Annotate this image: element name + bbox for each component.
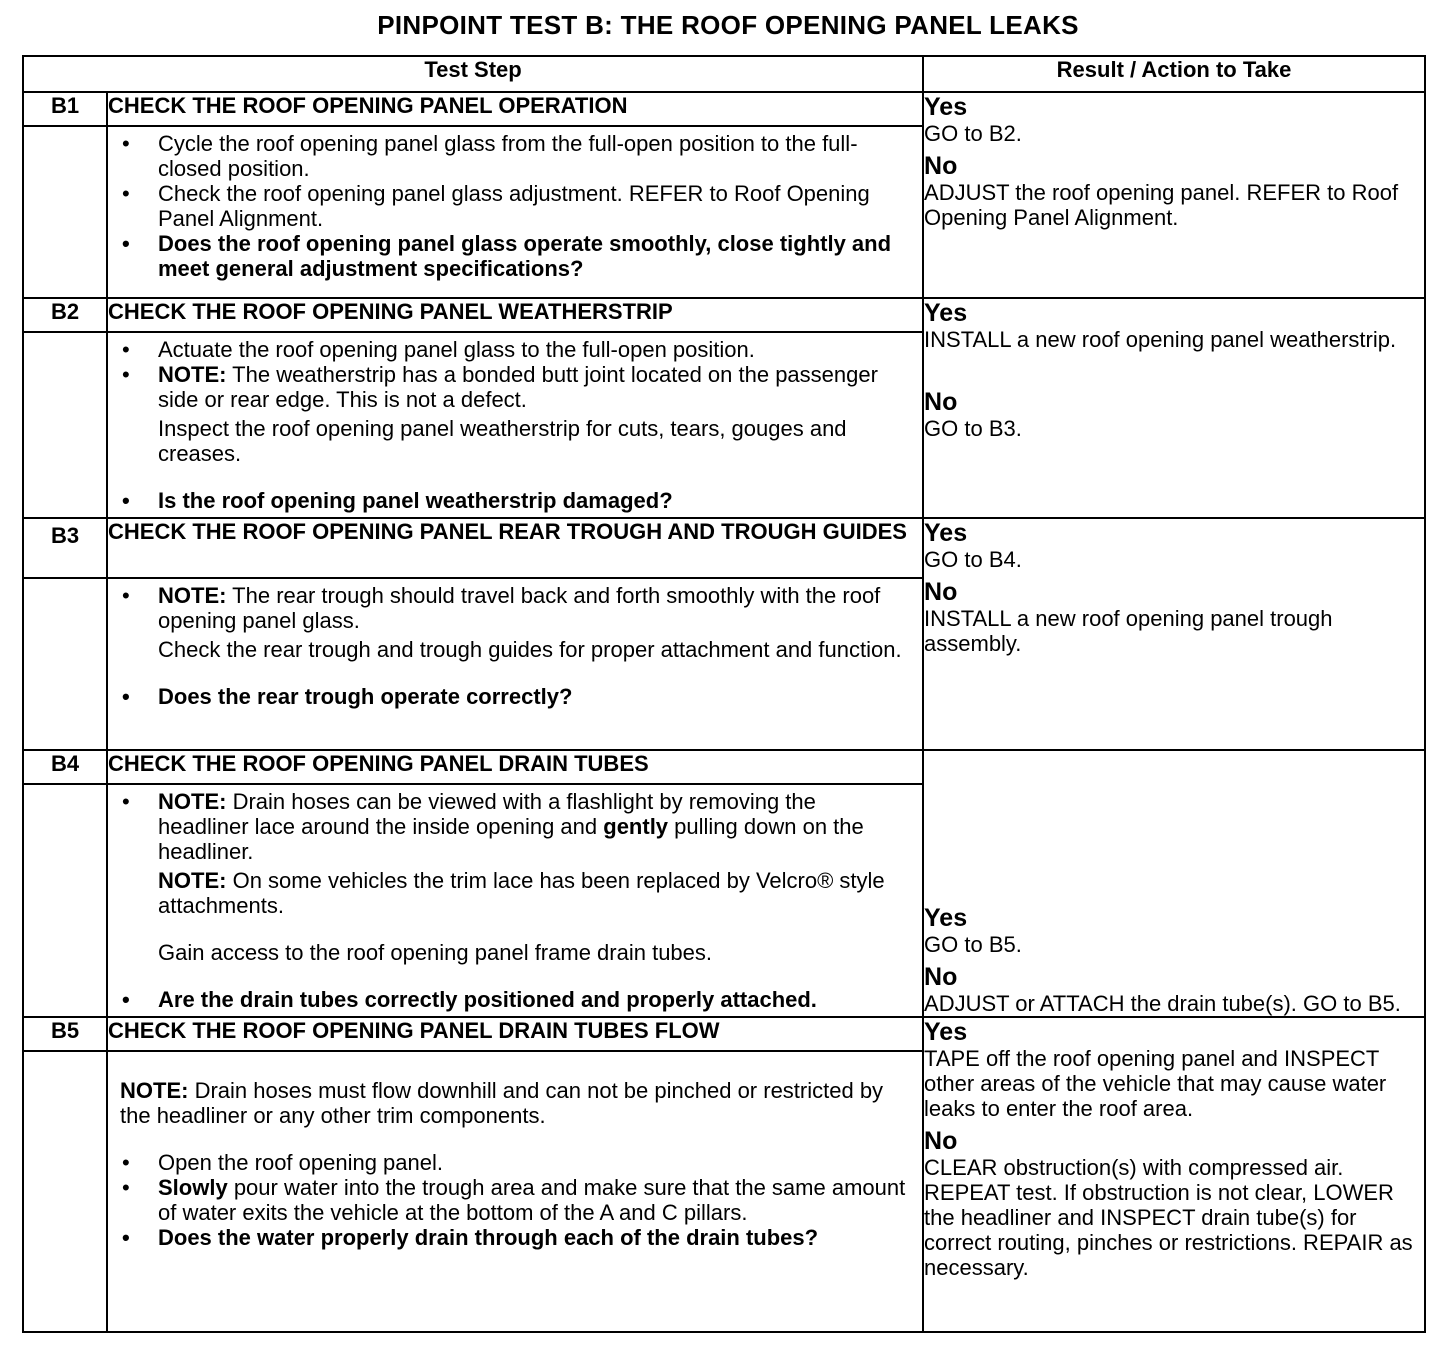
question-bullet: • Is the roof opening panel weatherstrip damaged? xyxy=(158,488,910,513)
no-label: No xyxy=(924,963,958,991)
note-label: NOTE: xyxy=(120,1078,189,1103)
question-bullet: • Does the water properly drain through each of the drain tubes? xyxy=(158,1225,910,1250)
note-text: The weatherstrip has a bonded butt joint located on the passenger side or rear edge. This is not a defect. xyxy=(158,362,878,412)
step-title: CHECK THE ROOF OPENING PANEL WEATHERSTRIP xyxy=(107,298,923,332)
procedure-bullet: • Actuate the roof opening panel glass to the full-open position. xyxy=(158,337,910,362)
no-action: ADJUST the roof opening panel. REFER to Roof Opening Panel Alignment. xyxy=(924,180,1399,230)
yes-label: Yes xyxy=(924,519,968,547)
step-b4-title-row xyxy=(23,750,1425,784)
yes-action: GO to B5. xyxy=(924,932,1022,957)
note-label: NOTE: xyxy=(158,362,227,387)
procedure-text: Gain access to the roof opening panel frame drain tubes. xyxy=(158,940,713,965)
question-bullet: • Are the drain tubes correctly positioned and properly attached. xyxy=(158,987,910,1012)
note-text-block xyxy=(120,1078,910,1128)
no-action: GO to B3. xyxy=(924,416,1022,441)
step-id: B3 xyxy=(23,518,107,578)
step-b5-title-row xyxy=(23,1017,1425,1051)
step-b2-result xyxy=(923,298,1425,518)
step-title: CHECK THE ROOF OPENING PANEL REAR TROUGH AND TROUGH GUIDES xyxy=(107,518,923,578)
header-row xyxy=(23,56,1425,92)
result-header: Result / Action to Take xyxy=(923,56,1425,92)
step-title: CHECK THE ROOF OPENING PANEL DRAIN TUBES xyxy=(107,750,923,784)
no-label: No xyxy=(924,388,958,416)
question-bullet: • Does the roof opening panel glass operate smoothly, close tightly and meet general adjustment specifications? xyxy=(158,231,910,281)
step-b1-title-row xyxy=(23,92,1425,126)
step-b1-result xyxy=(923,92,1425,298)
step-id: B5 xyxy=(23,1017,107,1051)
step-id: B1 xyxy=(23,92,107,126)
note-bullet xyxy=(158,362,910,412)
page-title: PINPOINT TEST B: THE ROOF OPENING PANEL LEAKS xyxy=(377,10,1079,40)
note-label: NOTE: xyxy=(158,583,227,608)
emphasis-text: Slowly xyxy=(158,1175,228,1200)
note-text: Drain hoses must flow downhill and can not be pinched or restricted by the headliner or any other trim components. xyxy=(120,1078,884,1128)
no-action: CLEAR obstruction(s) with compressed air. REPEAT test. If obstruction is not clear, LOWER the headliner and INSPECT drain tube(s) for correct routing, pinches or restrictions. REPAIR as necessary. xyxy=(924,1155,1413,1280)
note-text: On some vehicles the trim lace has been replaced by Velcro® style attachments. xyxy=(158,868,885,918)
procedure-text: Check the rear trough and trough guides for proper attachment and function. xyxy=(158,637,902,662)
step-b3-result xyxy=(923,518,1425,750)
procedure-bullet: • Cycle the roof opening panel glass from the full-open position to the full-closed position. xyxy=(158,131,910,181)
procedure-text: Inspect the roof opening panel weatherstrip for cuts, tears, gouges and creases. xyxy=(158,416,847,466)
no-action: ADJUST or ATTACH the drain tube(s). GO to B5. xyxy=(924,991,1401,1016)
note-text: pulling down on the headliner. xyxy=(158,814,864,864)
yes-action: GO to B4. xyxy=(924,547,1022,572)
procedure-bullet: • Check the roof opening panel glass adjustment. REFER to Roof Opening Panel Alignment. xyxy=(158,181,910,231)
yes-label: Yes xyxy=(924,299,968,327)
no-label: No xyxy=(924,1127,958,1155)
note-label: NOTE: xyxy=(158,789,227,814)
question-bullet: • Does the rear trough operate correctly? xyxy=(158,684,910,709)
test-step-header: Test Step xyxy=(23,56,923,92)
pinpoint-test-table xyxy=(22,55,1426,1333)
note-bullet xyxy=(158,789,910,864)
yes-action: INSTALL a new roof opening panel weatherstrip. xyxy=(924,327,1397,352)
step-b2-title-row xyxy=(23,298,1425,332)
procedure-text: pour water into the trough area and make sure that the same amount of water exits the vehicle at the bottom of the A and C pillars. xyxy=(158,1175,906,1225)
note-text: The rear trough should travel back and forth smoothly with the roof opening panel glass. xyxy=(158,583,881,633)
yes-label: Yes xyxy=(924,93,968,121)
step-id: B4 xyxy=(23,750,107,784)
yes-action: TAPE off the roof opening panel and INSPECT other areas of the vehicle that may cause water leaks to enter the roof area. xyxy=(924,1046,1387,1121)
note-bullet xyxy=(158,583,910,633)
no-label: No xyxy=(924,578,958,606)
procedure-bullet: • Open the roof opening panel. xyxy=(158,1150,910,1175)
step-title: CHECK THE ROOF OPENING PANEL DRAIN TUBES FLOW xyxy=(107,1017,923,1051)
step-title: CHECK THE ROOF OPENING PANEL OPERATION xyxy=(107,92,923,126)
no-action: INSTALL a new roof opening panel trough assembly. xyxy=(924,606,1333,656)
step-b5-result xyxy=(923,1017,1425,1332)
yes-action: GO to B2. xyxy=(924,121,1022,146)
step-b3-title-row xyxy=(23,518,1425,578)
procedure-bullet xyxy=(158,1175,910,1225)
step-b4-result xyxy=(923,750,1425,1017)
emphasis-text: gently xyxy=(603,814,669,839)
note-text-block xyxy=(158,868,910,918)
step-id: B2 xyxy=(23,298,107,332)
note-label: NOTE: xyxy=(158,868,227,893)
yes-label: Yes xyxy=(924,904,968,932)
no-label: No xyxy=(924,152,958,180)
note-text: Drain hoses can be viewed with a flashlight by removing the headliner lace around the inside opening and xyxy=(158,789,816,839)
yes-label: Yes xyxy=(924,1018,968,1046)
